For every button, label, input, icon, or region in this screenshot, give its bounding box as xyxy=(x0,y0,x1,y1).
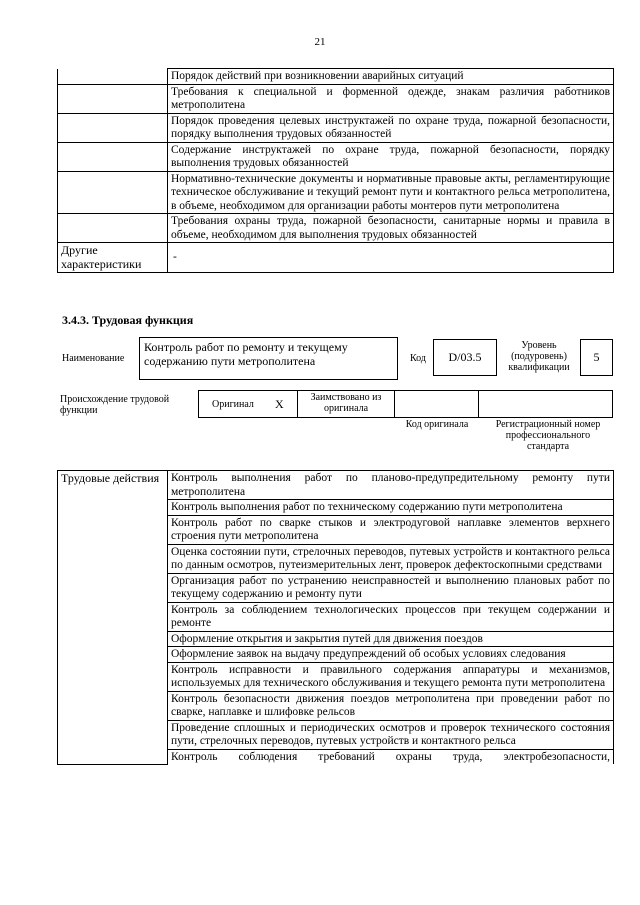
labor-action-item: Проведение сплошных и периодических осмотров и проверок технического состояния пути, стрелочных переводов, путевых устройств и контактного рельса xyxy=(168,720,614,749)
code-label: Код xyxy=(410,353,426,364)
level-box xyxy=(580,339,613,376)
code-box xyxy=(433,339,497,376)
knowledge-item: Требования охраны труда, пожарной безопасности, санитарные нормы и правила в объеме, необходимом для выполнения трудовых обязанностей xyxy=(168,214,614,243)
labor-action-item: Оформление открытия и закрытия путей для движения поездов xyxy=(168,631,614,647)
labor-action-item: Контроль выполнения работ по техническому содержанию пути метрополитена xyxy=(168,500,614,516)
origin-label: Происхождение трудовой функции xyxy=(60,394,170,416)
labor-action-item: Контроль соблюдения требований охраны труда, электробезопасности, xyxy=(168,749,614,764)
section-title: 3.4.3. Трудовая функция xyxy=(62,313,194,327)
table-row xyxy=(58,214,614,243)
code-original-label: Код оригинала xyxy=(405,419,469,430)
knowledge-table xyxy=(57,68,614,273)
page-number: 21 xyxy=(314,36,326,48)
knowledge-item: Нормативно-технические документы и нормативные правовые акты, регламентирующие техническое обслуживание и текущий ремонт пути и контактного рельса метрополитена, в объеме, необходимом для организации работы монтеров пути метрополитена xyxy=(168,171,614,214)
original-label: Оригинал xyxy=(212,399,254,410)
function-name-box xyxy=(139,337,398,380)
labor-action-item: Оценка состоянии пути, стрелочных переводов, путевых устройств и контактного рельса по данным осмотров, путеизмерительных лент, проверок дефектоскопными средствами xyxy=(168,544,614,573)
knowledge-item: Требования к специальной и форменной одежде, знакам различия работников метрополитена xyxy=(168,84,614,113)
row-label xyxy=(58,113,168,142)
table-row xyxy=(58,471,614,500)
row-label xyxy=(58,171,168,214)
reg-number-label: Регистрационный номер профессионального стандарта xyxy=(495,419,601,452)
table-row xyxy=(58,84,614,113)
table-row xyxy=(58,113,614,142)
row-label-other: Другие характеристики xyxy=(58,243,168,273)
original-mark: X xyxy=(275,397,284,411)
knowledge-item: Порядок действий при возникновении аварийных ситуаций xyxy=(168,69,614,85)
labor-action-item: Контроль за соблюдением технологических процессов при текущем содержании и ремонте xyxy=(168,602,614,631)
labor-action-item: Оформление заявок на выдачу предупреждений об особых условиях следования xyxy=(168,647,614,663)
borrowed-label: Заимствовано из оригинала xyxy=(310,392,382,414)
knowledge-item: Порядок проведения целевых инструктажей по охране труда, пожарной безопасности, порядку выполнения трудовых обязанностей xyxy=(168,113,614,142)
knowledge-item: Содержание инструктажей по охране труда, пожарной безопасности, порядку выполнения трудовых обязанностей xyxy=(168,142,614,171)
labor-action-item: Контроль выполнения работ по планово-предупредительному ремонту пути метрополитена xyxy=(168,471,614,500)
table-row xyxy=(58,171,614,214)
labor-actions-label: Трудовые действия xyxy=(58,471,168,765)
other-characteristics-value: - xyxy=(168,243,614,273)
labor-action-item: Контроль безопасности движения поездов метрополитена при проведении работ по сварке, наплавке и шлифовке рельсов xyxy=(168,691,614,720)
function-name: Контроль работ по ремонту и текущему содержанию пути метрополитена xyxy=(144,340,348,368)
row-label xyxy=(58,214,168,243)
table-row xyxy=(58,243,614,273)
level-value: 5 xyxy=(593,350,600,364)
labor-action-item: Контроль работ по сварке стыков и электродуговой наплавке элементов верхнего строения пути метрополитена xyxy=(168,515,614,544)
name-label: Наименование xyxy=(62,353,125,364)
table-row xyxy=(58,69,614,85)
origin-divider xyxy=(297,390,298,418)
origin-divider xyxy=(478,390,479,418)
origin-table xyxy=(198,390,613,418)
labor-action-item: Контроль исправности и правильного содержания аппаратуры и механизмов, используемых для технического обслуживания и текущего ремонта пути метрополитена xyxy=(168,662,614,691)
row-label xyxy=(58,142,168,171)
labor-action-item: Организация работ по устранению неисправностей и выполнению плановых работ по текущему содержанию и ремонту пути xyxy=(168,573,614,602)
code-value: D/03.5 xyxy=(448,350,482,364)
origin-divider xyxy=(394,390,395,418)
labor-actions-table xyxy=(57,470,614,765)
row-label xyxy=(58,84,168,113)
row-label xyxy=(58,69,168,85)
level-label: Уровень (подуровень) квалификации xyxy=(508,340,570,373)
table-row xyxy=(58,142,614,171)
